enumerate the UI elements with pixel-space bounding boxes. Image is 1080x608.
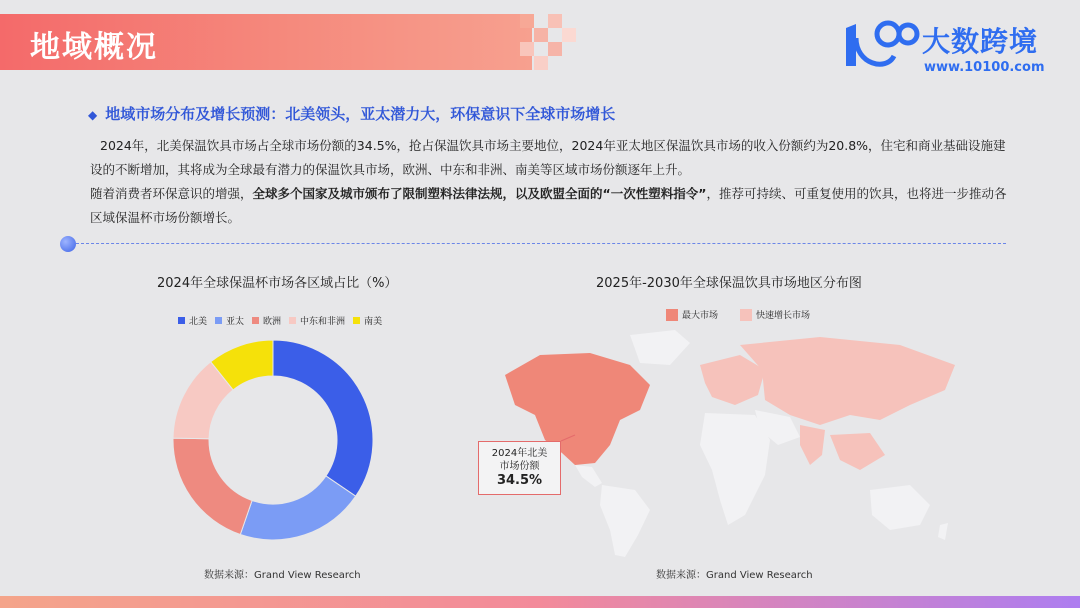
map-legend-label-largest: 最大市场 (682, 311, 719, 321)
donut-chart (163, 330, 383, 550)
callout-line1: 2024年北美 (491, 448, 548, 459)
p2-bold: 全球多个国家及城市颁布了限制塑料法律法规，以及欧盟全面的“一次性塑料指令” (252, 186, 707, 201)
map-greenland (630, 330, 690, 365)
map-legend-item-largest (666, 308, 718, 321)
donut-legend-item (289, 314, 345, 327)
donut-legend-item (215, 314, 244, 327)
section-heading-text: 地域市场分布及增长预测：北美领头，亚太潜力大，环保意识下全球市场增长 (105, 105, 616, 123)
section-heading (88, 103, 615, 124)
donut-legend-item (178, 314, 207, 327)
donut-legend-swatch (178, 317, 185, 324)
map-legend (666, 308, 810, 321)
donut-legend-label: 北美 (189, 317, 208, 327)
map-africa (700, 413, 770, 525)
map-legend-swatch-growth (740, 309, 752, 321)
decor-pixel-blocks (520, 14, 580, 70)
paragraph-environment (90, 182, 1010, 230)
donut-legend-label: 欧洲 (263, 317, 282, 327)
callout-line2: 市场份额 (499, 461, 540, 472)
brand-url[interactable]: www.10100.com (924, 60, 1045, 75)
page-title: 地域概况 (30, 30, 158, 65)
donut-slice-2 (240, 476, 355, 540)
brand-logo (842, 18, 1052, 80)
map-australia (870, 485, 930, 530)
donut-legend-item (252, 314, 281, 327)
brand-name: 大数跨境 (922, 25, 1039, 58)
map-southeast-asia (830, 433, 885, 470)
map-south-america (600, 485, 650, 557)
donut-legend (178, 314, 382, 327)
donut-legend-item (353, 314, 382, 327)
source-left: 数据来源：Grand View Research (204, 570, 361, 581)
paragraph-market-share: 2024年，北美保温饮具市场占全球市场份额的34.5%，抢占保温饮具市场主要地位，2024年亚太地区保温饮具市场的收入份额约为20.8%，住宅和商业基础设施建设的不断增加，其将成为全球最有潜力的保温饮具市场，欧洲、中东和非洲、南美等区域市场份额逐年上升。 (90, 138, 1006, 177)
donut-slice-1 (273, 340, 373, 496)
world-map (500, 325, 960, 565)
donut-legend-label: 南美 (364, 317, 383, 327)
map-callout (478, 441, 561, 495)
diamond-bullet-icon: ◆ (88, 108, 98, 122)
footer-band (0, 596, 1080, 608)
divider-dot (60, 236, 76, 252)
donut-legend-label: 中东和非洲 (300, 317, 346, 327)
callout-value: 34.5% (496, 473, 543, 488)
map-chart-title: 2025年-2030年全球保温饮具市场地区分布图 (596, 276, 862, 291)
source-right: 数据来源：Grand View Research (656, 570, 813, 581)
p2-part-c: ，推荐可持续、可重复使用的饮具，也将进一步推动各区域保温杯市场份额增长。 (90, 186, 1007, 225)
donut-legend-swatch (252, 317, 259, 324)
divider-line (76, 243, 1006, 244)
map-legend-label-growth: 快速增长市场 (756, 311, 811, 321)
map-central-america (575, 465, 602, 487)
map-legend-swatch-largest (666, 309, 678, 321)
donut-chart-title: 2024年全球保温杯市场各区域占比（%） (157, 276, 398, 291)
p2-part-a: 随着消费者环保意识的增强， (90, 186, 253, 201)
donut-legend-swatch (215, 317, 222, 324)
map-new-zealand (938, 523, 948, 540)
donut-legend-label: 亚太 (226, 317, 245, 327)
donut-legend-swatch (289, 317, 296, 324)
donut-legend-swatch (353, 317, 360, 324)
map-legend-item-growth (740, 308, 810, 321)
map-india (800, 425, 825, 465)
map-europe (700, 355, 765, 405)
donut-slice-3 (173, 438, 252, 534)
map-russia-asia (740, 337, 955, 425)
brand-logo-mark-icon (842, 18, 920, 76)
